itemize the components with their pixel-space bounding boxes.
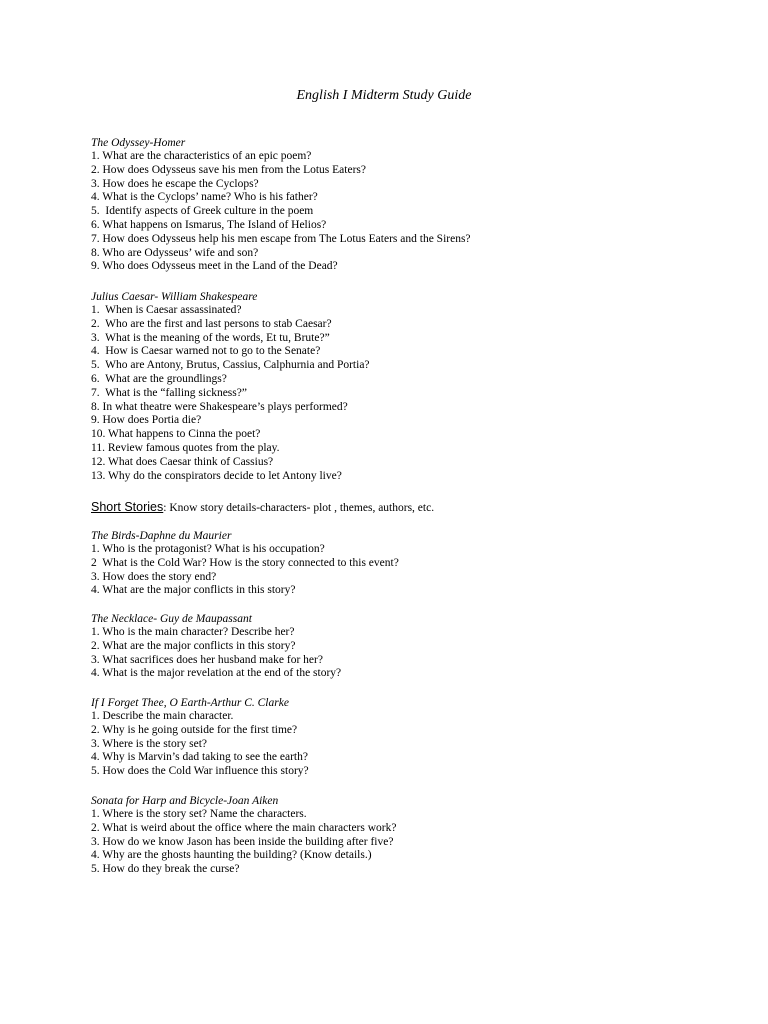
question-item: 1. Where is the story set? Name the characters. (91, 808, 307, 820)
question-item: 2. What are the major conflicts in this story? (91, 639, 296, 652)
question-item: 2. Who are the first and last persons to stab Caesar? (91, 317, 332, 330)
question-item: 2. What is weird about the office where the main characters work? (91, 821, 397, 834)
question-item: 5. Identify aspects of Greek culture in the poem (91, 205, 314, 218)
question-item: 8. Who are Odysseus’ wife and son? (91, 246, 259, 259)
question-item: 7. How does Odysseus help his men escape from The Lotus Eaters and the Sirens? (91, 232, 471, 245)
question-item: 3. How does the story end? (91, 570, 217, 583)
question-item: 3. How do we know Jason has been inside the building after five? (91, 835, 394, 848)
question-item: 7. What is the “falling sickness?” (91, 386, 247, 399)
question-item: 1. What are the characteristics of an epic poem? (91, 150, 312, 162)
short-stories-description: : Know story details-characters- plot , themes, authors, etc. (163, 502, 435, 514)
section-heading: The Birds-Daphne du Maurier (91, 530, 232, 542)
section-if-i-forget-thee (91, 696, 751, 779)
question-item: 5. Who are Antony, Brutus, Cassius, Calphurnia and Portia? (91, 359, 370, 372)
section-the-birds (91, 529, 751, 598)
section-heading: Sonata for Harp and Bicycle-Joan Aiken (91, 795, 279, 807)
question-item: 3. How does he escape the Cyclops? (91, 177, 259, 190)
question-item: 1. When is Caesar assassinated? (91, 304, 242, 316)
question-item: 2. How does Odysseus save his men from the Lotus Eaters? (91, 163, 366, 176)
question-item: 10. What happens to Cinna the poet? (91, 428, 261, 441)
question-item: 5. How do they break the curse? (91, 863, 240, 876)
question-item: 2 What is the Cold War? How is the story connected to this event? (91, 556, 399, 569)
section-heading: Julius Caesar- William Shakespeare (91, 291, 258, 303)
question-item: 4. What are the major conflicts in this story? (91, 584, 296, 597)
question-item: 3. What sacrifices does her husband make for her? (91, 653, 323, 666)
section-heading: If I Forget Thee, O Earth-Arthur C. Clarke (91, 697, 289, 709)
question-item: 6. What are the groundlings? (91, 372, 227, 385)
question-list (91, 710, 751, 779)
question-item: 4. Why is Marvin’s dad taking to see the earth? (91, 751, 308, 764)
question-item: 3. What is the meaning of the words, Et tu, Brute?” (91, 331, 330, 344)
question-item: 6. What happens on Ismarus, The Island of Helios? (91, 218, 327, 231)
section-heading: The Necklace- Guy de Maupassant (91, 613, 252, 625)
question-item: 1. Describe the main character. (91, 710, 234, 722)
question-item: 1. Who is the protagonist? What is his occupation? (91, 543, 325, 555)
question-item: 8. In what theatre were Shakespeare’s plays performed? (91, 400, 348, 413)
question-item: 5. How does the Cold War influence this story? (91, 765, 309, 778)
question-item: 9. Who does Odysseus meet in the Land of the Dead? (91, 260, 338, 273)
question-list (91, 150, 751, 274)
short-stories-label: Short Stories (91, 500, 164, 514)
question-item: 4. Why are the ghosts haunting the building? (Know details.) (91, 849, 372, 862)
question-item: 13. Why do the conspirators decide to let Antony live? (91, 469, 342, 482)
question-item: 9. How does Portia die? (91, 414, 202, 427)
question-item: 2. Why is he going outside for the first time? (91, 723, 298, 736)
section-odyssey (91, 136, 751, 274)
question-list (91, 304, 751, 483)
question-list (91, 808, 751, 877)
question-item: 1. Who is the main character? Describe her? (91, 626, 295, 638)
question-item: 4. What is the Cyclops’ name? Who is his father? (91, 191, 318, 204)
section-julius-caesar (91, 290, 751, 483)
question-list (91, 543, 751, 598)
question-list (91, 626, 751, 681)
question-item: 4. What is the major revelation at the end of the story? (91, 667, 342, 680)
question-item: 4. How is Caesar warned not to go to the Senate? (91, 345, 321, 358)
section-sonata (91, 794, 751, 877)
short-stories-instructions (91, 498, 751, 516)
question-item: 3. Where is the story set? (91, 737, 208, 750)
section-the-necklace (91, 612, 751, 681)
question-item: 11. Review famous quotes from the play. (91, 441, 280, 454)
question-item: 12. What does Caesar think of Cassius? (91, 455, 274, 468)
section-heading: The Odyssey-Homer (91, 137, 186, 149)
page-title: English I Midterm Study Guide (296, 88, 472, 103)
